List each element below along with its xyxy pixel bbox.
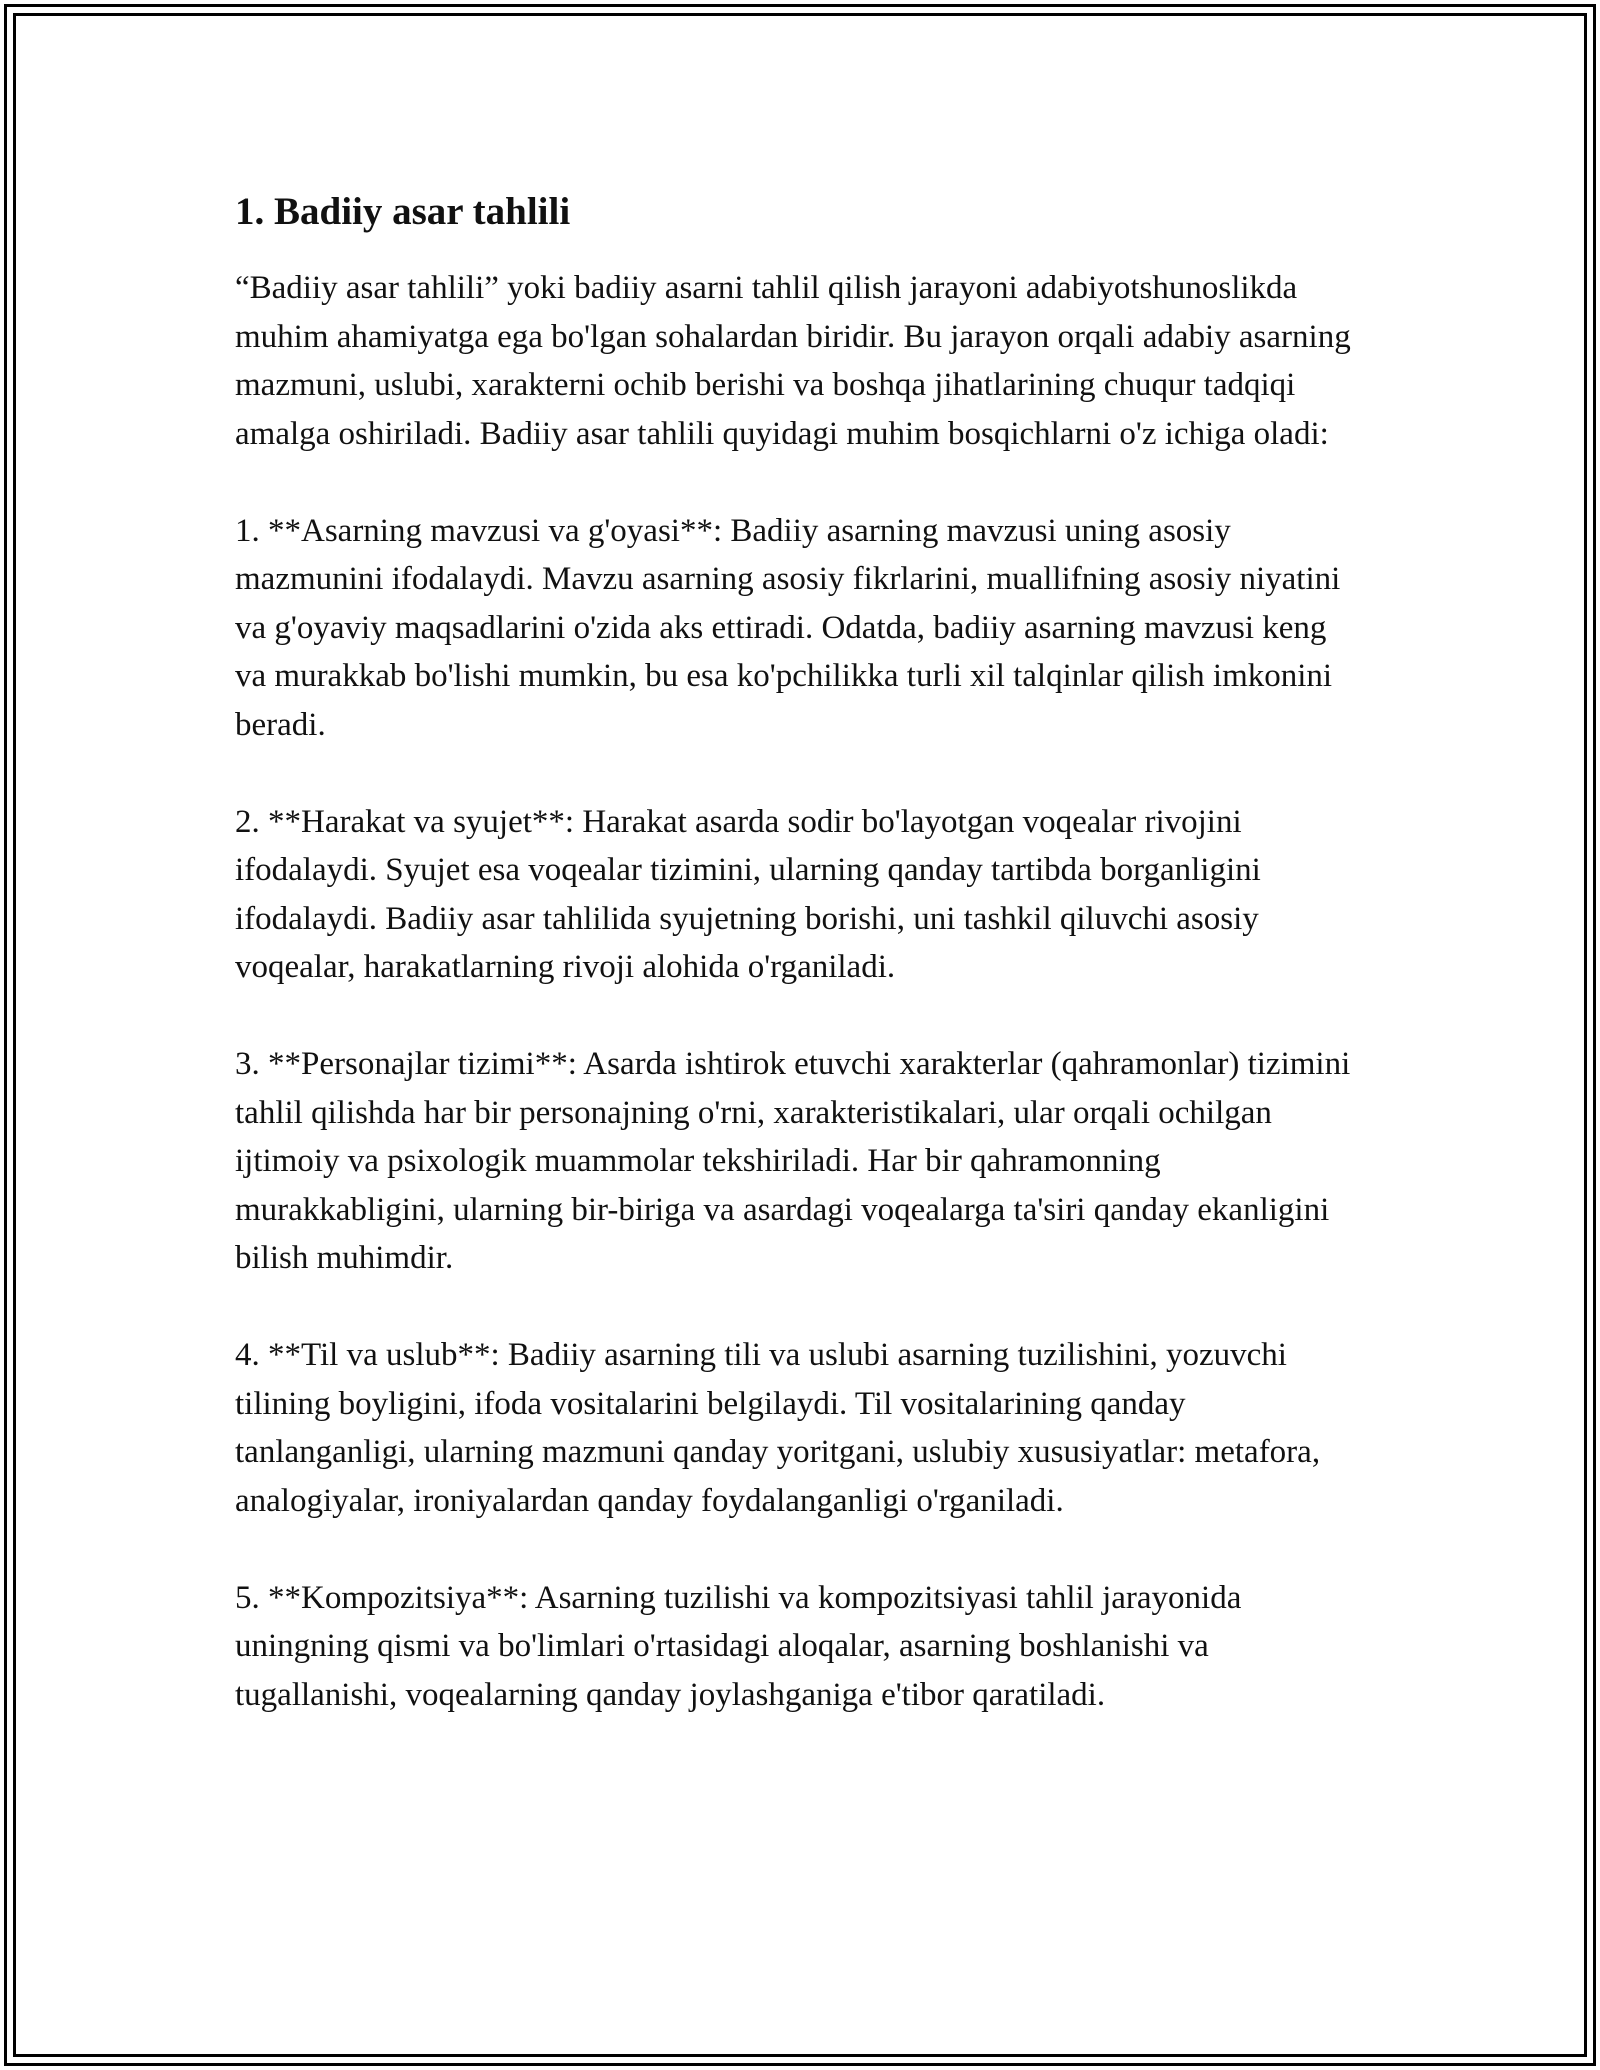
document-body: [235, 188, 1365, 1768]
paragraph-theme-and-idea: 1. **Asarning mavzusi va g'oyasi**: Badiiy asarning mavzusi uning asosiy mazmunini ifodalaydi. Mavzu asarning asosiy fikrlarini, muallifning asosiy niyatini va g'oyaviy maqsadlarini o'zida aks ettiradi. Odatda, badiiy asarning mavzusi keng va murakkab bo'lishi mumkin, bu esa ko'pchilikka turli xil talqinlar qilish imkonini beradi.: [235, 512, 1341, 743]
paragraph-action-and-plot: 2. **Harakat va syujet**: Harakat asarda sodir bo'layotgan voqealar rivojini ifodalaydi. Syujet esa voqealar tizimini, ularning qanday tartibda borganligini ifodalaydi. Badiiy asar tahlilida syujetning borishi, uni tashkil qiluvchi asosiy voqealar, harakatlarning rivoji alohida o'rganiladi.: [235, 803, 1261, 985]
document-title: 1. Badiiy asar tahlili: [235, 190, 571, 233]
intro-paragraph: “Badiiy asar tahlili” yoki badiiy asarni tahlil qilish jarayoni adabiyotshunoslikda muhim ahamiyatga ega bo'lgan sohalardan biridir. Bu jarayon orqali adabiy asarning mazmuni, uslubi, xarakterni ochib berishi va boshqa jihatlarining chuqur tadqiqi amalga oshiriladi. Badiiy asar tahlili quyidagi muhim bosqichlarni o'z ichiga oladi:: [235, 270, 1351, 452]
paragraph-character-system: 3. **Personajlar tizimi**: Asarda ishtirok etuvchi xarakterlar (qahramonlar) tizimini tahlil qilishda har bir personajning o'rni, xarakteristikalari, ular orqali ochilgan ijtimoiy va psixologik muammolar tekshiriladi. Har bir qahramonning murakkabligini, ularning bir-biriga va asardagi voqealarga ta'siri qanday ekanligini bilish muhimdir.: [235, 1046, 1351, 1276]
paragraph-composition: 5. **Kompozitsiya**: Asarning tuzilishi va kompozitsiyasi tahlil jarayonida uningning qismi va bo'limlari o'rtasidagi aloqalar, asarning boshlanishi va tugallanishi, voqealarning qanday joylashganiga e'tibor qaratiladi.: [235, 1579, 1242, 1713]
paragraph-language-and-style: 4. **Til va uslub**: Badiiy asarning tili va uslubi asarning tuzilishini, yozuvchi tilining boyligini, ifoda vositalarini belgilaydi. Til vositalarining qanday tanlanganligi, ularning mazmuni qanday yoritgani, uslubiy xususiyatlar: metafora, analogiyalar, ironiyalardan qanday foydalanganligi o'rganiladi.: [235, 1337, 1321, 1519]
